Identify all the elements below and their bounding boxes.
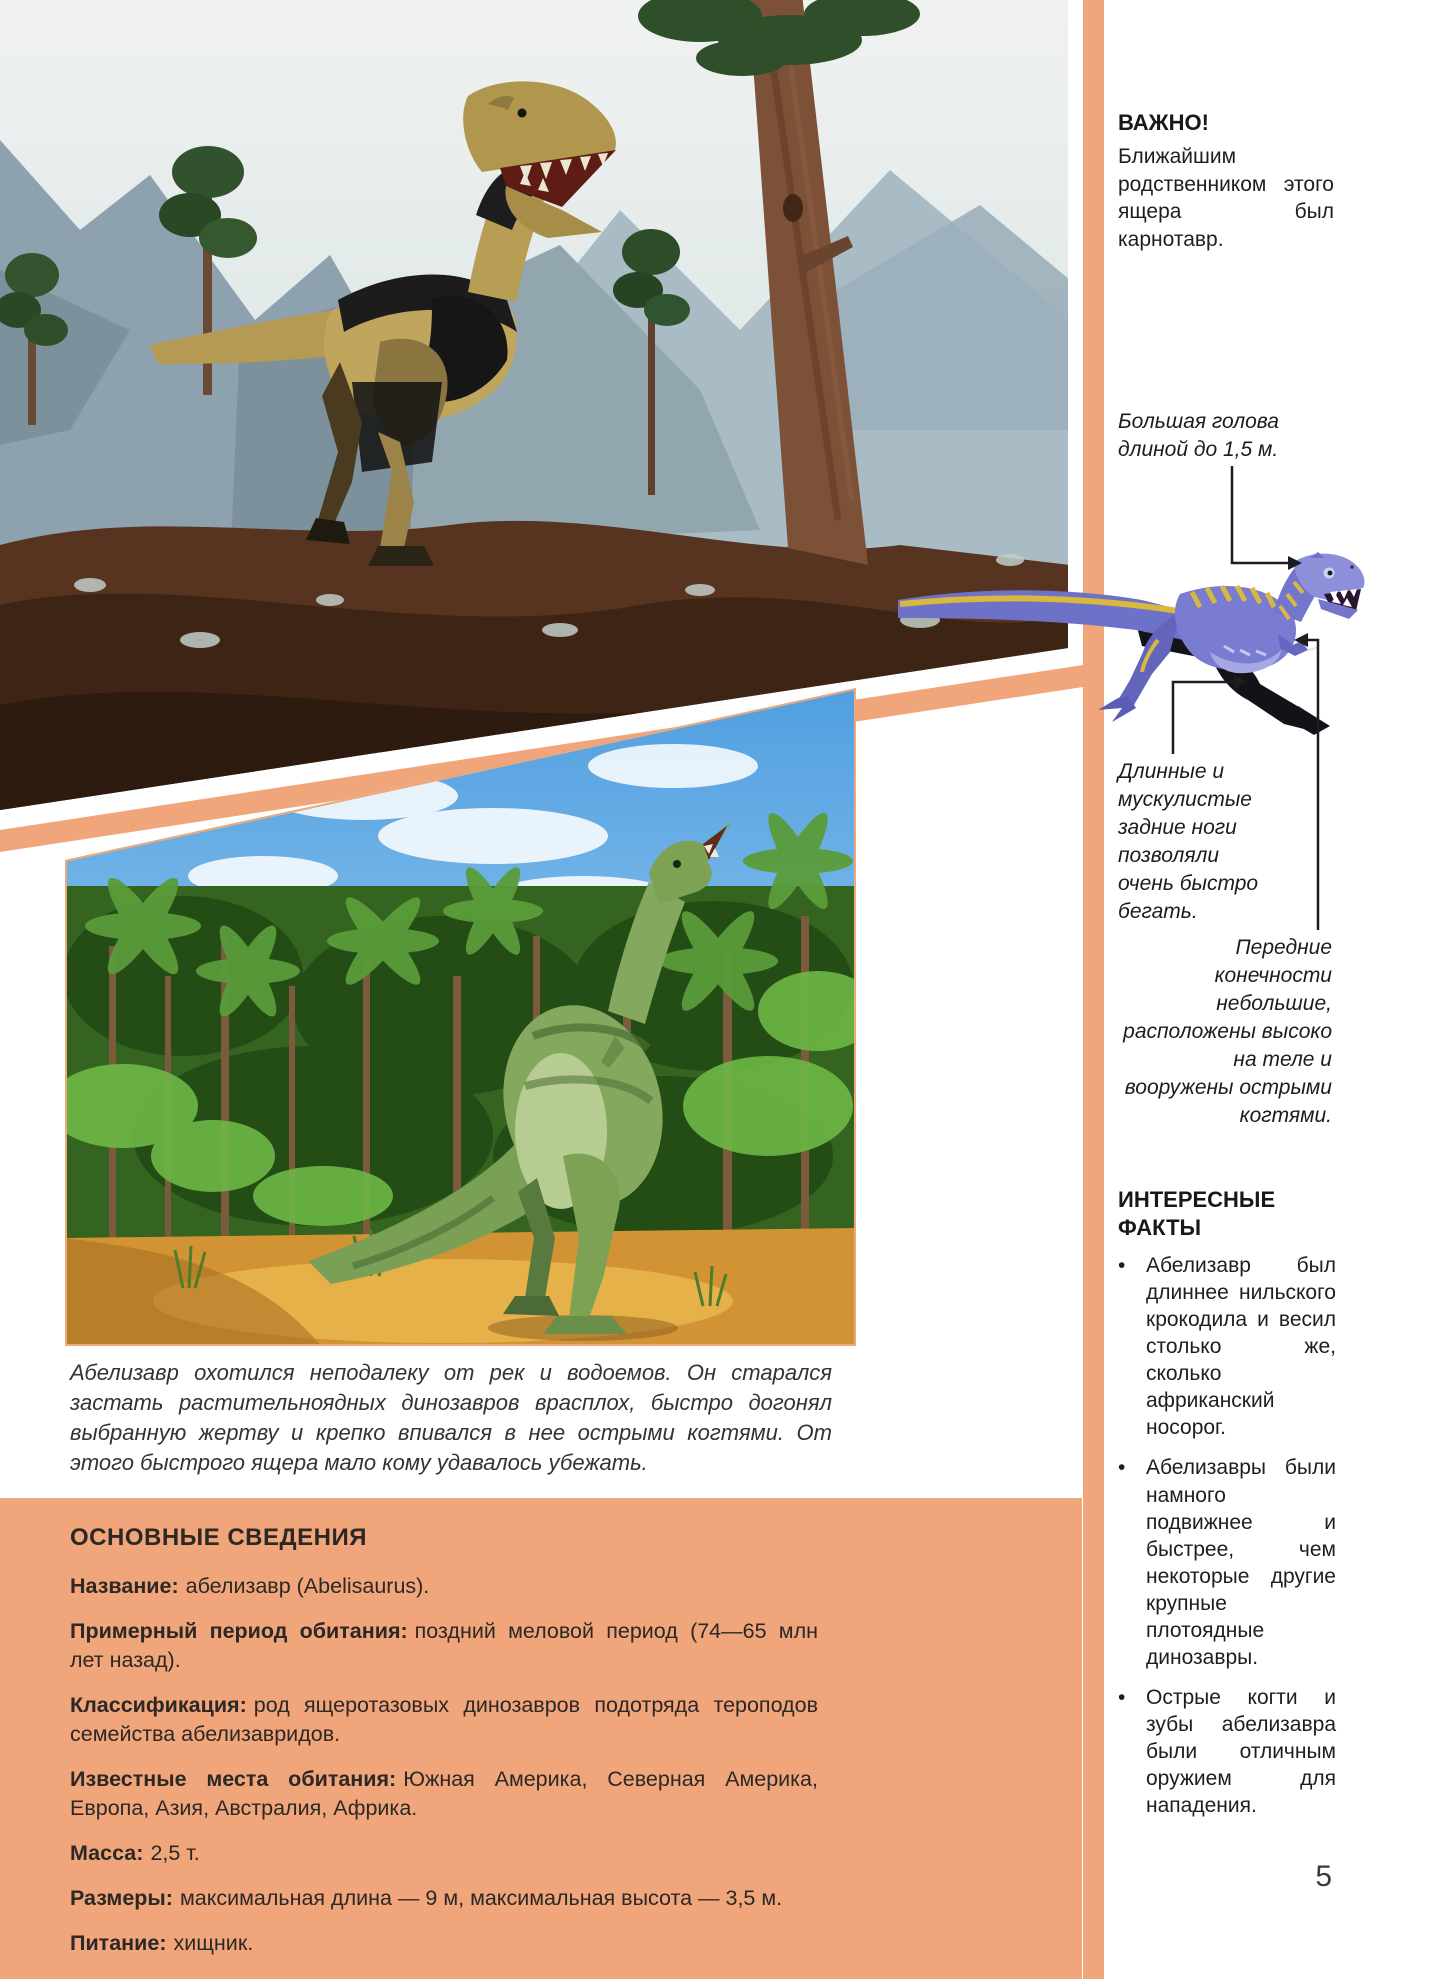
bullet-icon: • bbox=[1118, 1686, 1126, 1710]
info-label: Питание: bbox=[70, 1931, 167, 1956]
caption-paragraph: Абелизавр охотился неподалеку от рек и водоемов. Он старался застать растительноядных динозавров врасплох, быстро догонял выбранную жертву и крепко впивался в нее острыми когтями. От этого быстрого ящера мало кому удавалось убежать. bbox=[70, 1360, 832, 1475]
annotation-head-label: Большая голова длиной до 1,5 м. bbox=[1118, 410, 1279, 461]
info-row-habitat bbox=[70, 1765, 818, 1823]
fact-text: Абелизавр был длиннее нильского крокодила и весил столько же, сколько африканский носорог. bbox=[1146, 1253, 1336, 1440]
info-row-mass bbox=[70, 1839, 818, 1868]
important-title: ВАЖНО! bbox=[1118, 110, 1209, 135]
info-row-diet bbox=[70, 1929, 818, 1958]
page-number: 5 bbox=[1315, 1860, 1332, 1893]
info-value: Южная Америка, Северная Америка, Европа, Азия, Австралия, Африка. bbox=[70, 1767, 818, 1821]
annotation-legs-label: Длинные и мускулистые задние ноги позволяли очень быстро бегать. bbox=[1118, 760, 1259, 923]
info-label: Название: bbox=[70, 1574, 179, 1598]
info-value: поздний меловой период (74—65 млн лет назад). bbox=[70, 1619, 818, 1673]
fact-item bbox=[1118, 1454, 1336, 1671]
info-row-name bbox=[70, 1572, 818, 1601]
info-row-size bbox=[70, 1884, 818, 1913]
info-row-period bbox=[70, 1617, 818, 1675]
fact-item bbox=[1118, 1684, 1336, 1819]
fact-item bbox=[1118, 1252, 1336, 1442]
info-value: максимальная длина — 9 м, максимальная высота — 3,5 м. bbox=[179, 1886, 783, 1911]
facts-list bbox=[1118, 1252, 1336, 1820]
info-label: Классификация: bbox=[70, 1693, 247, 1718]
info-label: Масса: bbox=[70, 1841, 144, 1866]
info-value: 2,5 т. bbox=[150, 1841, 200, 1866]
important-note bbox=[1118, 110, 1334, 253]
annotation-arms-label: Передние конечности небольшие, расположены высоко на теле и вооружены острыми когтями. bbox=[1123, 936, 1332, 1127]
accent-bar bbox=[1083, 0, 1104, 1979]
important-body: Ближайшим родственником этого ящера был карнотавр. bbox=[1118, 145, 1334, 251]
info-value: абелизавр (Abelisaurus). bbox=[185, 1574, 430, 1598]
info-box-title: ОСНОВНЫЕ СВЕДЕНИЯ bbox=[70, 1524, 367, 1551]
fact-text: Абелизавры были намного подвижнее и быстрее, чем некоторые другие крупные плотоядные динозавры. bbox=[1146, 1456, 1336, 1669]
second-photo bbox=[63, 676, 858, 1348]
bullet-icon: • bbox=[1118, 1253, 1126, 1277]
facts-section bbox=[1118, 1186, 1336, 1832]
info-value: хищник. bbox=[173, 1931, 254, 1956]
info-box bbox=[0, 1498, 1082, 1979]
facts-title: ИНТЕРЕСНЫЕ ФАКТЫ bbox=[1118, 1187, 1276, 1240]
info-label: Размеры: bbox=[70, 1886, 173, 1911]
fact-text: Острые когти и зубы абелизавра были отличным оружием для нападения. bbox=[1146, 1686, 1336, 1818]
info-label: Примерный период обитания: bbox=[70, 1619, 408, 1644]
info-label: Известные места обитания: bbox=[70, 1767, 397, 1792]
abelisaurus-diagram bbox=[880, 550, 1380, 785]
info-row-classification bbox=[70, 1691, 818, 1749]
info-value: род ящеротазовых динозавров подотряда тероподов семейства абелизавридов. bbox=[70, 1693, 818, 1747]
bullet-icon: • bbox=[1118, 1456, 1126, 1480]
